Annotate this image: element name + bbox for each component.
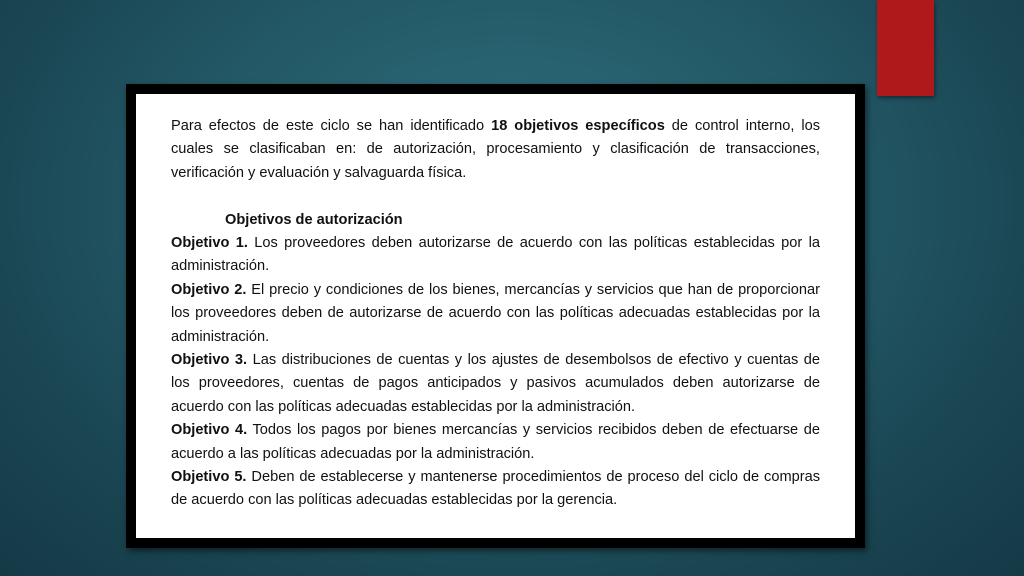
objective-2-label: Objetivo 2. [171, 281, 247, 298]
objective-5 [171, 466, 820, 513]
objective-1 [171, 232, 820, 279]
objective-3-label: Objetivo 3. [171, 352, 248, 369]
objective-2 [171, 279, 820, 349]
intro-bold-count: 18 objetivos específicos [491, 118, 665, 134]
document-frame [126, 84, 865, 548]
objective-2-text: El precio y condiciones de los bienes, mercancías y servicios que han de proporcionar los proveedores deben de autorizarse de acuerdo con las políticas adecuadas establecidas por la administración. [171, 281, 821, 345]
red-accent-bar [877, 0, 934, 96]
objective-5-label: Objetivo 5. [171, 469, 247, 486]
section-title: Objetivos de autorización [225, 211, 403, 228]
objective-3 [171, 349, 820, 419]
paragraph-gap [171, 185, 820, 208]
objective-4-text: Todos los pagos por bienes mercancías y servicios recibidos deben de efectuarse de acuerdo a las políticas adecuadas por la administración. [171, 422, 820, 462]
intro-paragraph [171, 115, 820, 185]
objective-1-text: Los proveedores deben autorizarse de acuerdo con las políticas establecidas por la administración. [171, 235, 821, 275]
objective-5-text: Deben de establecerse y mantenerse procedimientos de proceso del ciclo de compras de acuerdo con las políticas adecuadas establecidas por la gerencia. [171, 469, 821, 509]
intro-text-end: de control interno, los cuales se clasificaban en: de autorización, procesamiento y clasificación de transacciones, verificación y evaluación y salvaguarda física. [171, 118, 820, 181]
document-page [136, 94, 855, 538]
intro-text-start: Para efectos de este ciclo se han identificado [171, 118, 492, 134]
objective-3-text: Las distribuciones de cuentas y los ajustes de desembolsos de efectivo y cuentas de los proveedores, cuentas de pagos anticipados y pasivos acumulados deben autorizarse de acuerdo con las políticas adecuadas establecidas por la administración. [171, 352, 820, 415]
objective-1-label: Objetivo 1. [171, 235, 248, 252]
document-text [171, 115, 820, 513]
objective-4 [171, 419, 820, 466]
objective-4-label: Objetivo 4. [171, 422, 248, 439]
